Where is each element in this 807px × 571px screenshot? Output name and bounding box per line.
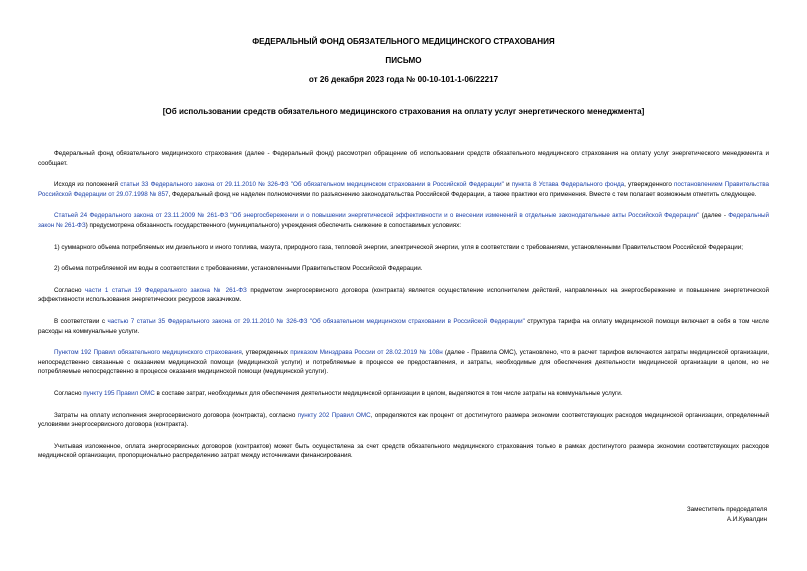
text: ) предусмотрена обязанность государственного (муниципального) учреждения обеспечить снижение в сопоставимых условиях: xyxy=(85,221,462,229)
doc-subject: [Об использовании средств обязательного медицинского страхования на оплату услуг энергетического менеджмента] xyxy=(162,107,645,116)
order-link-108n[interactable]: приказом Минздрава России от 28.02.2019 № 108н xyxy=(290,349,443,357)
paragraph-7 xyxy=(38,317,769,336)
org-title: ФЕДЕРАЛЬНЫЙ ФОНД ОБЯЗАТЕЛЬНОГО МЕДИЦИНСКОГО СТРАХОВАНИЯ xyxy=(252,37,555,46)
text: (далее - Правила ОМС), установлено, что в расчет тарифов включаются затраты медицинской организации, непосредственно связанные с оказанием медицинской помощи (медицинской услуги) и потребляемые в процессе ее предоставления, и затраты, необходимые для обеспечения деятельности медицинской организации в целом, но не потребляемые непосредственно в процессе оказания медицинской помощи (медицинской услуги). xyxy=(38,349,769,376)
paragraph-9 xyxy=(38,389,769,399)
law-link-article-19[interactable]: части 1 статьи 19 Федерального закона № 261-ФЗ xyxy=(85,286,247,294)
resolution-link-857[interactable]: постановлением Правительства Российской Федерации от 29.07.1998 № 857 xyxy=(38,181,769,198)
text: предметом энергосервисного договора (контракта) является осуществление исполнителем действий, направленных на энергосбережение и повышение энергетической эффективности использования энергетических ресурсов заказчиком. xyxy=(38,286,769,304)
text: Согласно xyxy=(54,389,84,397)
paragraph-10 xyxy=(38,411,769,430)
paragraph-1: Федеральный фонд обязательного медицинского страхования (далее - Федеральный фонд) рассмотрел обращение об использовании средств обязательного медицинского страхования на оплату услуг энергетического менеджмента и сообщает. xyxy=(38,150,769,167)
doc-date-number: от 26 декабря 2023 года № 00-10-101-1-06/22217 xyxy=(308,75,499,84)
text: , утвержденных xyxy=(241,349,291,357)
text: и xyxy=(503,181,512,189)
signature-position: Заместитель председателя xyxy=(686,506,767,513)
text: в составе затрат, необходимых для обеспечения деятельности медицинской организации в целом, выделяются в том числе затраты на коммунальные услуги. xyxy=(154,389,623,397)
paragraph-4: 1) суммарного объема потребляемых им дизельного и иного топлива, мазута, природного газа, тепловой энергии, электрической энергии, угля в соответствии с требованиями, установленными Правительством Российской Федерации; xyxy=(54,243,743,251)
document-body xyxy=(38,149,769,461)
law-link-article-35[interactable]: частью 7 статьи 35 Федерального закона от 29.11.2010 № 326-ФЗ "Об обязательном медицинском страховании в Российской Федерации" xyxy=(107,317,525,325)
signature-name: А.И.Кувалдин xyxy=(726,516,767,523)
law-link-article-33[interactable]: статьи 33 Федерального закона от 29.11.2010 № 326-ФЗ "Об обязательном медицинском страховании в Российской Федерации" xyxy=(120,181,504,189)
text: , утвержденного xyxy=(624,181,674,189)
rules-link-point-192[interactable]: Пунктом 192 Правил обязательного медицинского страхования xyxy=(54,349,242,357)
paragraph-8 xyxy=(38,348,769,377)
text: , Федеральный фонд не наделен полномочиями по разъяснению законодательства Российской Федерации, а также практики его применения. Вместе с тем полагает возможным отметить следующее. xyxy=(168,190,757,198)
paragraph-2 xyxy=(38,180,769,199)
text: Исходя из положений xyxy=(54,181,121,189)
paragraph-5: 2) объема потребляемой им воды в соответствии с требованиями, установленными Правительством Российской Федерации. xyxy=(54,265,423,273)
charter-link-point-8[interactable]: пункта 8 Устава Федерального фонда xyxy=(511,181,625,189)
text: В соответствии с xyxy=(54,317,108,325)
law-link-article-24[interactable]: Статьей 24 Федерального закона от 23.11.2009 № 261-ФЗ "Об энергосбережении и о повышении энергетической эффективности и о внесении изменений в отдельные законодательные акты Российской Федерации" xyxy=(54,212,700,220)
text: , определяются как процент от достигнутого размера экономии соответствующих расходов медицинской организации, определенный условиями энергосервисного договора (контракта). xyxy=(38,411,769,429)
paragraph-6 xyxy=(38,286,769,305)
paragraph-11: Учитывая изложенное, оплата энергосервисных договоров (контрактов) может быть осуществлена за счет средств обязательного медицинского страхования только в рамках достигнутого размера экономии соответствующих расходов медицинской организации, пропорционально распределению затрат между источниками финансирования. xyxy=(38,442,769,460)
text: структура тарифа на оплату медицинской помощи включает в себя в том числе расходы на коммунальные услуги. xyxy=(38,317,769,335)
doc-type: ПИСЬМО xyxy=(385,56,422,65)
rules-link-point-202[interactable]: пункту 202 Правил ОМС xyxy=(297,411,371,419)
text: (далее - xyxy=(699,212,729,220)
law-link-261fz[interactable]: Федеральный закон № 261-ФЗ xyxy=(38,212,769,229)
text: Затраты на оплату исполнения энергосервисного договора (контракта), согласно xyxy=(54,411,298,419)
text: Согласно xyxy=(54,286,86,294)
rules-link-point-195[interactable]: пункту 195 Правил ОМС xyxy=(83,389,155,397)
signature-block xyxy=(687,505,767,525)
paragraph-3 xyxy=(38,211,769,230)
